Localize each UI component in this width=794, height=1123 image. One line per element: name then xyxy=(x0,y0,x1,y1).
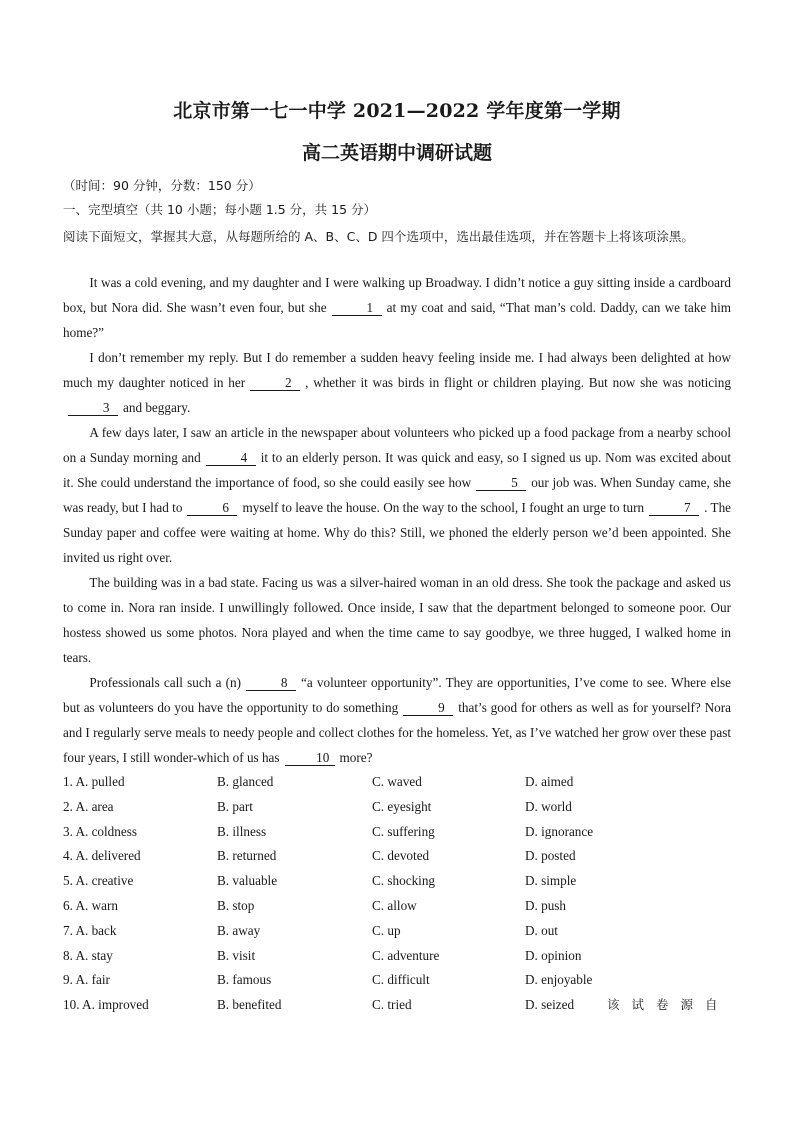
passage-text: A few days later, I saw an article in the newspaper about volunteers who picked up a food package from a nearby school on a Sunday morning and xyxy=(63,425,731,465)
blank-number: 10 xyxy=(285,750,335,766)
blank-number: 9 xyxy=(403,700,453,716)
option-choice: C. adventure xyxy=(372,947,440,963)
option-row xyxy=(63,944,731,969)
passage-text: , whether it was birds in flight or children playing. But now she was noticing xyxy=(305,375,731,390)
option-choice: 4. A. delivered xyxy=(63,848,141,864)
passage-text: The building was in a bad state. Facing us was a silver-haired woman in an old dress. She took the package and asked us to come in. Nora ran inside. I unwillingly followed. Once inside, I saw that the department belonged to someone poor. Our hostess showed us some photos. Nora played and when the time came to say goodbye, we three hugged, I walked home in tears. xyxy=(63,575,731,665)
exam-info: （时间：90 分钟，分数：150 分） xyxy=(63,178,261,193)
option-choice: B. visit xyxy=(217,947,256,963)
option-choice: 8. A. stay xyxy=(63,947,113,963)
passage-paragraph xyxy=(63,270,731,345)
option-choice: D. ignorance xyxy=(525,823,594,839)
option-choice: D. seized xyxy=(525,997,575,1013)
option-choice: 6. A. warn xyxy=(63,897,118,913)
passage-text: it to an elderly person. It was quick and easy, so I signed us up. Nom was excited about it. She could understand the importance of food, so she could easily see how xyxy=(63,450,731,490)
option-choice: 1. A. pulled xyxy=(63,774,125,789)
option-row xyxy=(63,869,731,894)
option-choice: 2. A. area xyxy=(63,798,114,814)
option-choice: C. eyesight xyxy=(372,798,432,814)
option-choice: B. valuable xyxy=(217,873,278,889)
section-heading: 一、完型填空（共 10 小题；每小题 1.5 分，共 15 分） xyxy=(63,202,377,217)
option-choice: C. tried xyxy=(372,997,412,1013)
instructions: 阅读下面短文，掌握其大意，从每题所给的 A、B、C、D 四个选项中，选出最佳选项，并在答题卡上将该项涂黑。 xyxy=(63,229,694,244)
option-choice: D. simple xyxy=(525,873,577,889)
passage-text: “a volunteer opportunity”. They are opportunities, I’ve come to see. Where else but as volunteers do you have the opportunity to do something xyxy=(63,675,731,715)
exam-subtitle: 高二英语期中调研试题 xyxy=(301,142,492,164)
passage-text: and beggary. xyxy=(123,400,191,415)
option-choice: B. glanced xyxy=(217,774,274,789)
option-row xyxy=(63,820,731,845)
option-choice: C. allow xyxy=(372,897,417,913)
cloze-passage xyxy=(63,270,731,770)
option-choice: B. famous xyxy=(217,972,272,988)
option-choice: B. benefited xyxy=(217,997,282,1013)
passage-paragraph xyxy=(63,670,731,770)
blank-number: 4 xyxy=(206,450,256,466)
passage-paragraph xyxy=(63,345,731,420)
passage-text: at my coat and said, “That man’s cold. Daddy, can we take him home?” xyxy=(63,300,731,340)
option-choice: D. opinion xyxy=(525,947,582,963)
passage-paragraph xyxy=(63,420,731,570)
blank-number: 3 xyxy=(68,400,118,416)
option-row xyxy=(63,795,731,820)
blank-number: 2 xyxy=(250,375,300,391)
option-choice: C. difficult xyxy=(372,972,430,988)
passage-text: our job was. When Sunday came, she was ready, but I had to xyxy=(63,475,731,515)
passage-text: It was a cold evening, and my daughter and I were walking up Broadway. I didn’t notice a guy sitting inside a cardboard box, but Nora did. She wasn’t even four, but she xyxy=(63,275,731,315)
option-choice: B. returned xyxy=(217,848,277,864)
option-choice: D. push xyxy=(525,897,567,913)
blank-number: 8 xyxy=(246,675,296,691)
option-choice: D. out xyxy=(525,922,558,938)
option-row xyxy=(63,894,731,919)
option-choice: C. waved xyxy=(372,774,422,789)
passage-text: that’s good for others as well as for yourself? Nora and I regularly serve meals to needy people and collect clothes for the homeless. Yet, as I’ve watched her grow over these past four years, I still wonder-which of us has xyxy=(63,700,731,765)
option-choice: C. shocking xyxy=(372,873,436,889)
option-choice: B. illness xyxy=(217,823,267,839)
passage-text: I don’t remember my reply. But I do remember a sudden heavy feeling inside me. I had always been delighted at how much my daughter noticed in her xyxy=(63,350,731,390)
option-choice: 3. A. coldness xyxy=(63,823,137,839)
passage-text: . The Sunday paper and coffee were waiting at home. Why do this? Still, we phoned the elderly person we’d been appointed. She invited us right over. xyxy=(63,500,732,565)
option-choice: 5. A. creative xyxy=(63,873,134,889)
option-choice: C. suffering xyxy=(372,823,435,839)
option-choice: B. part xyxy=(217,798,253,814)
option-row xyxy=(63,993,731,1018)
option-row xyxy=(63,770,731,795)
passage-text: myself to leave the house. On the way to the school, I fought an urge to turn xyxy=(242,500,645,515)
option-choice: D. enjoyable xyxy=(525,972,593,988)
answer-options xyxy=(63,770,731,1018)
option-choice: 10. A. improved xyxy=(63,997,149,1013)
option-choice: C. up xyxy=(372,922,401,938)
passage-text: more? xyxy=(339,750,373,765)
blank-number: 5 xyxy=(476,475,526,491)
passage-text: Professionals call such a (n) xyxy=(89,675,242,690)
option-choice: C. devoted xyxy=(372,848,430,864)
trailing-text: 该试卷源自 xyxy=(607,997,730,1013)
option-row xyxy=(63,968,731,993)
blank-number: 7 xyxy=(649,500,699,516)
option-choice: 7. A. back xyxy=(63,922,117,938)
option-choice: D. aimed xyxy=(525,774,574,789)
option-row xyxy=(63,844,731,869)
exam-title: 北京市第一七一中学 2021—2022 学年度第一学期 xyxy=(173,100,621,122)
blank-number: 6 xyxy=(187,500,237,516)
passage-paragraph xyxy=(63,570,731,670)
option-choice: D. world xyxy=(525,798,572,814)
option-choice: 9. A. fair xyxy=(63,972,110,988)
option-choice: D. posted xyxy=(525,848,576,864)
option-choice: B. away xyxy=(217,922,261,938)
option-row xyxy=(63,919,731,944)
option-choice: B. stop xyxy=(217,897,255,913)
blank-number: 1 xyxy=(332,300,382,316)
